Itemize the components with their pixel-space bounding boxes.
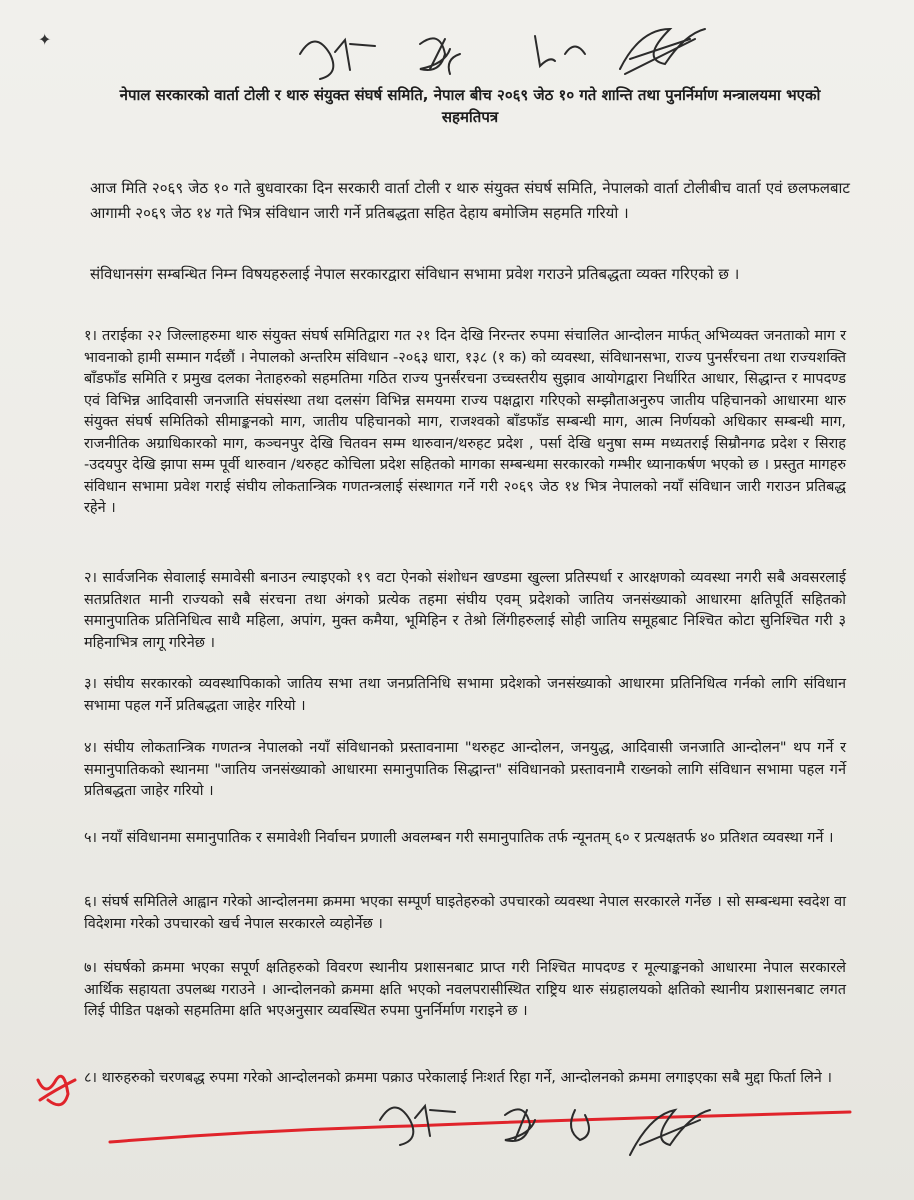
agreement-item-3 xyxy=(84,674,846,717)
item-text: तराईका २२ जिल्लाहरुमा थारु संयुक्त संघर्ष समितिद्वारा गत २१ दिन देखि निरन्तर रुपमा संचालित आन्दोलन मार्फत् अभिव्यक्त जनताको माग र भावनाको हामी सम्मान गर्दछौं । नेपालको अन्तरिम संविधान -२०६३ धारा, १३८ (१ क) को व्यवस्था, संविधानसभा, राज्य पुनर्संरचना तथा राज्यशक्ति बाँडफाँड समिति र प्रमुख दलका नेताहरुको सहमतिमा गठित राज्य पुनर्संरचना उच्चस्तरीय सुझाव आयोगद्वारा निर्धारित आधार, सिद्धान्त र मापदण्ड एवं विभिन्न आदिवासी जनजाति संघसंस्था तथा दलसंग विभिन्न समयमा राज्य पक्षद्वारा गरिएको सम्झौताअनुरुप जातीय पहिचानको आधारमा थारु संयुक्त संघर्ष समितिको सीमाङ्कनको माग, जातीय पहिचानको माग, राजश्वको बाँडफाँड सम्बन्धी माग, आत्म निर्णयको अधिकार सम्बन्धी माग, राजनीतिक अग्राधिकारको माग, कञ्चनपुर देखि चितवन सम्म थारुवान/थरुहट प्रदेश , पर्सा देखि धनुषा सम्म मध्यतराई सिम्रौनगढ प्रदेश र सिराह -उदयपुर देखि झापा सम्म पूर्वी थारुवान /थरुहट कोचिला प्रदेश सहितको मागका सम्बन्धमा सरकारको गम्भीर ध्यानाकर्षण भएको छ । प्रस्तुत मागहरु संविधान सभामा प्रवेश गराई संघीय लोकतान्त्रिक गणतन्त्रलाई संस्थागत गर्ने गरी २०६९ जेठ १४ भित्र नेपालको नयाँ संविधान जारी गराउन प्रतिबद्ध रहेने । xyxy=(84,328,846,516)
item-text: संघीय लोकतान्त्रिक गणतन्त्र नेपालको नयाँ संविधानको प्रस्तावनामा "थरुहट आन्दोलन, जनयुद्ध, आदिवासी जनजाति आन्दोलन" थप गर्ने र समानुपातिकको स्थानमा "जातिय जनसंख्याको आधारमा समानुपातिक सिद्धान्त" संविधानको प्रस्तावनामै राख्नको लागि संविधान सभामा पहल गर्ने प्रतिबद्धता जाहेर गरियो । xyxy=(84,740,847,799)
margin-mark: ✦ xyxy=(38,30,52,49)
item-number: ५। xyxy=(84,830,98,846)
item-number: ३। xyxy=(84,676,98,692)
bottom-signatures xyxy=(360,1085,730,1170)
intro-paragraph: आज मिति २०६९ जेठ १० गते बुधवारका दिन सरकारी वार्ता टोली र थारु संयुक्त संघर्ष समिति, नेपालको वार्ता टोलीबीच वार्ता एवं छलफलबाट आगामी २०६९ जेठ १४ गते भित्र संविधान जारी गर्ने प्रतिबद्धता सहित देहाय बमोजिम सहमति गरियो । xyxy=(90,179,850,222)
item-number: २। xyxy=(84,570,98,586)
lead-paragraph: संविधानसंग सम्बन्धित निम्न विषयहरुलाई नेपाल सरकारद्वारा संविधान सभामा प्रवेश गराउने प्रतिबद्धता व्यक्त गरिएको छ । xyxy=(90,265,740,283)
agreement-item-6 xyxy=(84,892,846,935)
item-text: संघर्ष समितिले आह्वान गरेको आन्दोलनमा क्रममा भएका सम्पूर्ण घाइतेहरुको उपचारको व्यवस्था नेपाल सरकारले गर्नेछ । सो सम्बन्धमा स्वदेश वा विदेशमा गरेको उपचारको खर्च नेपाल सरकारले व्यहोर्नेछ । xyxy=(84,894,846,932)
agreement-item-7 xyxy=(84,958,846,1023)
item-text: सार्वजनिक सेवालाई समावेसी बनाउन ल्याइएको १९ वटा ऐनको संशोधन खण्डमा खुल्ला प्रतिस्पर्धा र आरक्षणको व्यवस्था नगरी सबै अवसरलाई सतप्रतिशत मानी राज्यको सबै संरचना तथा अंगको प्रत्येक तहमा संघीय एवम् प्रदेशको जातिय जनसंख्याको आधारमा क्षतिपूर्ति सहितको समानुपातिक प्रतिनिधित्व साथै महिला, अपांग, मुक्त कमैया, भूमिहिन र तेश्रो लिंगीहरुलाई सोही जातिय समूहबाट निश्चित कोटा सुनिश्चित गरी ३ महिनाभित्र लागू गरिनेछ । xyxy=(84,570,846,651)
item-text: संघीय सरकारको व्यवस्थापिकाको जातिय सभा तथा जनप्रतिनिधि सभामा प्रदेशको जनसंख्याको आधारमा प्रतिनिधित्व गर्नको लागि संविधान सभामा पहल गर्ने प्रतिबद्धता जाहेर गरियो । xyxy=(84,676,846,714)
top-signatures xyxy=(280,14,720,94)
item-number: ६। xyxy=(84,894,98,910)
agreement-item-4 xyxy=(84,738,846,803)
agreement-item-2 xyxy=(84,568,846,654)
document-title: नेपाल सरकारको वार्ता टोली र थारु संयुक्त संघर्ष समिति, नेपाल बीच २०६९ जेठ १० गते शान्ति तथा पुनर्निर्माण मन्त्रालयमा भएको सहमतिपत्र xyxy=(119,86,821,126)
item-text: थारुहरुको चरणबद्ध रुपमा गरेको आन्दोलनको क्रममा पक्राउ परेकालाई निःशर्त रिहा गर्ने, आन्दोलनको क्रममा लगाइएका सबै मुद्दा फिर्ता लिने । xyxy=(101,1070,832,1086)
item-number: १। xyxy=(84,328,98,344)
item-number: ७। xyxy=(84,960,98,976)
item-number: ८। xyxy=(84,1070,98,1086)
agreement-item-5 xyxy=(84,828,846,850)
item-number: ४। xyxy=(84,740,98,756)
item-text: नयाँ संविधानमा समानुपातिक र समावेशी निर्वाचन प्रणाली अवलम्बन गरी समानुपातिक तर्फ न्यूनतम् ६० र प्रत्यक्षतर्फ ४० प्रतिशत व्यवस्था गर्ने । xyxy=(101,830,834,846)
agreement-item-1 xyxy=(84,326,846,520)
item-text: संघर्षको क्रममा भएका सपूर्ण क्षतिहरुको विवरण स्थानीय प्रशासनबाट प्राप्त गरी निश्चित मापदण्ड र मूल्याङ्कनको आधारमा नेपाल सरकारले आर्थिक सहायता उपलब्ध गराउने । आन्दोलनको क्रममा क्षति भएको नवलपरासीस्थित राष्ट्रिय थारु संग्रहालयको क्षतिको स्थानीय प्रशासनबाट लगत लिई पीडित पक्षको सहमतिमा क्षति भएअनुसार व्यवस्थित रुपमा पुनर्निर्माण गराइने छ । xyxy=(84,960,847,1019)
